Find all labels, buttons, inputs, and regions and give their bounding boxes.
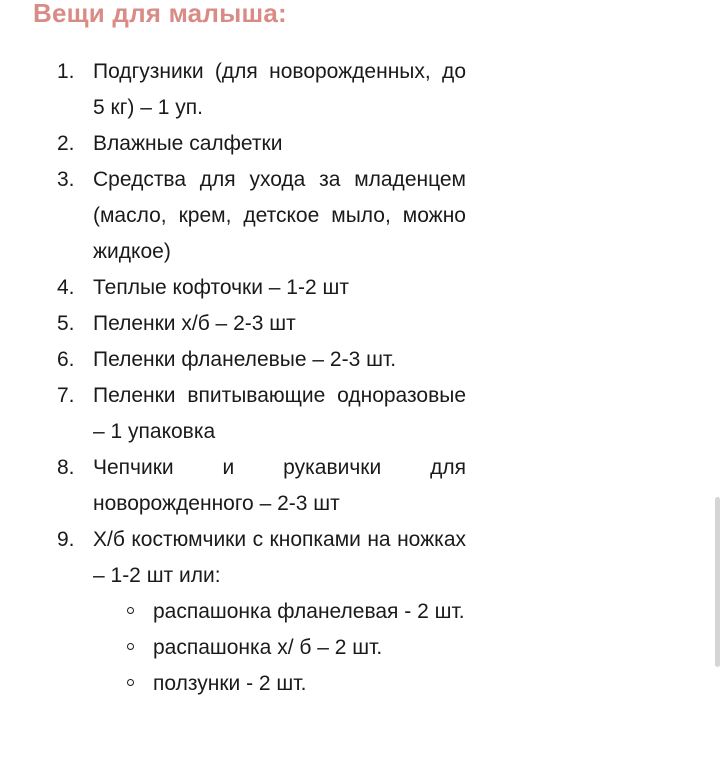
list-item [57, 450, 466, 522]
list-item-text: Пеленки впитывающие одноразовые – 1 упаковка [93, 384, 466, 443]
vertical-scrollbar[interactable] [715, 497, 720, 667]
list-item-text: Х/б костюмчики с кнопками на ножках – 1-2 шт или: [93, 528, 466, 587]
sublist-item-text: распашонка х/ б – 2 шт. [153, 636, 383, 659]
sublist-item-text: распашонка фланелевая - 2 шт. [153, 600, 465, 623]
list-item [57, 54, 466, 126]
list-item-number: 2. [57, 132, 75, 155]
list-item [57, 126, 466, 162]
list-item-number: 9. [57, 528, 75, 551]
list-item [57, 270, 466, 306]
list-item [57, 306, 466, 342]
list-item-text: Подгузники (для новорожденных, до 5 кг) – 1 уп. [93, 60, 466, 119]
list-item-number: 5. [57, 312, 75, 335]
list-item-number: 4. [57, 276, 75, 299]
circle-bullet-icon [127, 607, 134, 614]
circle-bullet-icon [127, 643, 134, 650]
section-heading: Вещи для малыша: [33, 0, 287, 28]
list-item [57, 342, 466, 378]
list-item-text: Пеленки х/б – 2-3 шт [93, 312, 296, 335]
circle-bullet-icon [127, 679, 134, 686]
sublist-item [153, 594, 466, 630]
list-item-text: Чепчики и рукавички для новорожденного – 2-3 шт [93, 456, 466, 515]
clothing-sublist [93, 594, 466, 702]
list-item [57, 378, 466, 450]
list-item [57, 162, 466, 270]
sublist-item [153, 666, 466, 702]
list-item [57, 522, 466, 702]
baby-items-list [57, 54, 466, 702]
list-item-text: Влажные салфетки [93, 132, 283, 155]
sublist-item [153, 630, 466, 666]
list-item-text: Теплые кофточки – 1-2 шт [93, 276, 349, 299]
list-item-number: 7. [57, 384, 75, 407]
list-item-text: Пеленки фланелевые – 2-3 шт. [93, 348, 397, 371]
list-item-text: Средства для ухода за младенцем (масло, крем, детское мыло, можно жидкое) [93, 168, 466, 263]
list-item-number: 1. [57, 60, 75, 83]
list-item-number: 6. [57, 348, 75, 371]
list-item-number: 8. [57, 456, 75, 479]
list-item-number: 3. [57, 168, 75, 191]
sublist-item-text: ползунки - 2 шт. [153, 672, 307, 695]
